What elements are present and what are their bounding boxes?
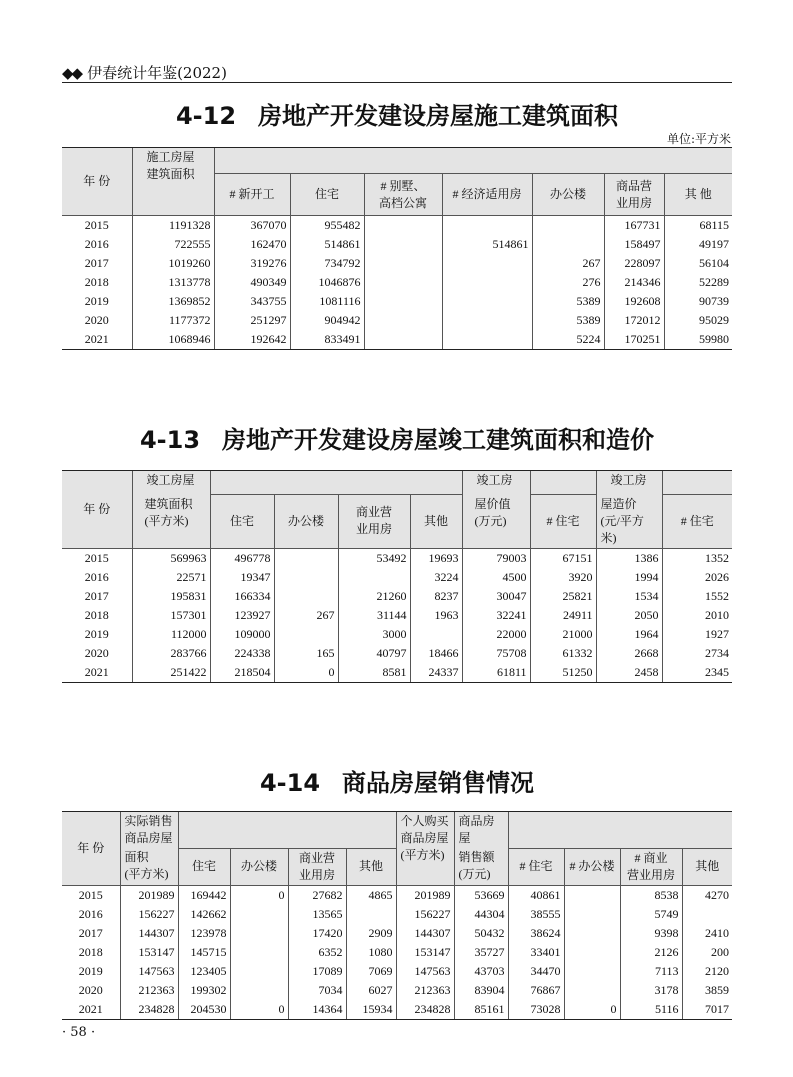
value-cell: 142662	[178, 905, 230, 924]
header-sales-group: 商品房屋	[454, 812, 508, 849]
value-cell	[564, 905, 620, 924]
header-residential: 住宅	[178, 848, 230, 885]
value-cell	[682, 905, 732, 924]
value-cell: 367070	[214, 216, 290, 236]
value-cell: 147563	[396, 962, 454, 981]
value-cell	[442, 273, 532, 292]
header-affordable: # 经济适用房	[442, 174, 532, 216]
value-cell: 157301	[132, 606, 210, 625]
value-cell: 158497	[604, 235, 664, 254]
table-row	[62, 1000, 732, 1020]
header-cost-group: 竣工房	[596, 471, 662, 495]
header-office: 办公楼	[532, 174, 604, 216]
value-cell	[364, 254, 442, 273]
value-cell: 195831	[132, 587, 210, 606]
value-cell	[230, 905, 288, 924]
value-cell: 3920	[530, 568, 596, 587]
value-cell: 52289	[664, 273, 732, 292]
value-cell: 75708	[462, 644, 530, 663]
header-residential: 住宅	[290, 174, 364, 216]
header-personal: 个人购买 商品房屋 (平方米)	[396, 812, 454, 886]
running-header	[62, 62, 227, 83]
value-cell: 2120	[682, 962, 732, 981]
value-cell: 43703	[454, 962, 508, 981]
value-cell: 2010	[662, 606, 732, 625]
table-title-text: 商品房屋销售情况	[342, 769, 535, 797]
year-cell: 2017	[84, 256, 109, 270]
value-cell: 17089	[288, 962, 346, 981]
value-cell: 514861	[290, 235, 364, 254]
page-number: · 58 ·	[62, 1025, 96, 1040]
value-cell: 61811	[462, 663, 530, 683]
value-cell	[230, 962, 288, 981]
value-cell: 1552	[662, 587, 732, 606]
value-cell	[410, 625, 462, 644]
value-cell: 109000	[210, 625, 274, 644]
value-cell: 192608	[604, 292, 664, 311]
value-cell: 3859	[682, 981, 732, 1000]
table-row	[62, 254, 732, 273]
year-cell: 2016	[84, 569, 109, 584]
value-cell: 2126	[620, 943, 682, 962]
value-cell: 1019260	[132, 254, 214, 273]
year-cell: 2021	[62, 663, 132, 683]
value-cell: 156227	[120, 905, 178, 924]
table-row	[62, 885, 732, 905]
value-cell: 234828	[120, 1000, 178, 1020]
header-other: 其他	[410, 495, 462, 549]
value-cell: 44304	[454, 905, 508, 924]
value-cell: 25821	[530, 587, 596, 606]
value-cell: 267	[532, 254, 604, 273]
table-4-14-title	[62, 763, 732, 798]
table-number: 4-12	[175, 102, 237, 130]
table-row	[62, 943, 732, 962]
year-cell: 2021	[62, 330, 132, 350]
value-cell	[274, 625, 338, 644]
year-cell: 2015	[78, 887, 103, 902]
table-row	[62, 924, 732, 943]
header-value: 屋价值 (万元)	[462, 495, 530, 549]
header-cost: 屋造价 (元/平方米)	[596, 495, 662, 549]
value-cell: 2668	[596, 644, 662, 663]
table-row	[62, 568, 732, 587]
value-cell: 123405	[178, 962, 230, 981]
table-row	[62, 292, 732, 311]
value-cell	[364, 273, 442, 292]
value-cell: 496778	[210, 548, 274, 568]
value-cell: 153147	[396, 943, 454, 962]
value-cell: 2458	[596, 663, 662, 683]
value-cell: 1068946	[132, 330, 214, 350]
table-row	[62, 905, 732, 924]
diamond-icon: ◆◆	[62, 64, 82, 82]
value-cell: 6352	[288, 943, 346, 962]
header-spacer	[662, 471, 732, 495]
value-cell	[230, 924, 288, 943]
header-sales-other: 其他	[682, 848, 732, 885]
value-cell: 201989	[120, 885, 178, 905]
value-cell	[564, 981, 620, 1000]
value-cell: 85161	[454, 1000, 508, 1020]
header-commercial: 商业营 业用房	[288, 848, 346, 885]
value-cell: 2734	[662, 644, 732, 663]
value-cell: 19347	[210, 568, 274, 587]
value-cell: 4500	[462, 568, 530, 587]
value-cell: 56104	[664, 254, 732, 273]
header-area: 建筑面积 (平方米)	[132, 495, 210, 549]
value-cell: 7069	[346, 962, 396, 981]
value-cell: 0	[230, 885, 288, 905]
value-cell: 319276	[214, 254, 290, 273]
value-cell: 61332	[530, 644, 596, 663]
value-cell: 30047	[462, 587, 530, 606]
header-rule	[62, 82, 732, 83]
value-cell: 147563	[120, 962, 178, 981]
value-cell: 1177372	[132, 311, 214, 330]
value-cell	[364, 292, 442, 311]
value-cell: 267	[274, 606, 338, 625]
year-cell: 2016	[84, 237, 109, 251]
year-cell: 2019	[84, 294, 109, 308]
year-cell: 2020	[84, 313, 109, 327]
value-cell: 2410	[682, 924, 732, 943]
value-cell: 0	[274, 663, 338, 683]
value-cell: 169442	[178, 885, 230, 905]
header-value-group: 竣工房	[462, 471, 530, 495]
year-cell: 2018	[78, 944, 103, 959]
value-cell: 22000	[462, 625, 530, 644]
header-new-start: # 新开工	[214, 174, 290, 216]
value-cell	[564, 943, 620, 962]
value-cell: 833491	[290, 330, 364, 350]
header-area: 面积 (平方米)	[120, 848, 178, 885]
value-cell	[442, 311, 532, 330]
value-cell: 24911	[530, 606, 596, 625]
value-cell	[442, 216, 532, 236]
value-cell: 4270	[682, 885, 732, 905]
value-cell: 9398	[620, 924, 682, 943]
value-cell: 33401	[508, 943, 564, 962]
value-cell: 53669	[454, 885, 508, 905]
value-cell: 51250	[530, 663, 596, 683]
header-value-residential: # 住宅	[530, 495, 596, 549]
value-cell	[532, 235, 604, 254]
value-cell: 18466	[410, 644, 462, 663]
book-title: 伊春统计年鉴(2022)	[87, 64, 227, 82]
value-cell	[364, 330, 442, 350]
value-cell	[230, 943, 288, 962]
header-commercial: 商品营 业用房	[604, 174, 664, 216]
table-title-text: 房地产开发建设房屋施工建筑面积	[258, 102, 619, 130]
value-cell	[442, 254, 532, 273]
value-cell: 569963	[132, 548, 210, 568]
table-number: 4-13	[139, 426, 201, 454]
value-cell: 162470	[214, 235, 290, 254]
value-cell: 1994	[596, 568, 662, 587]
value-cell: 1046876	[290, 273, 364, 292]
value-cell: 192642	[214, 330, 290, 350]
value-cell: 40861	[508, 885, 564, 905]
value-cell: 2050	[596, 606, 662, 625]
value-cell: 79003	[462, 548, 530, 568]
value-cell: 95029	[664, 311, 732, 330]
value-cell: 1191328	[132, 216, 214, 236]
value-cell: 224338	[210, 644, 274, 663]
table-4-14	[62, 811, 732, 1020]
value-cell	[364, 216, 442, 236]
value-cell: 722555	[132, 235, 214, 254]
value-cell: 204530	[178, 1000, 230, 1020]
value-cell: 7113	[620, 962, 682, 981]
table-row	[62, 606, 732, 625]
header-cost-residential: # 住宅	[662, 495, 732, 549]
table-4-12-title	[62, 96, 732, 131]
value-cell: 34470	[508, 962, 564, 981]
header-sales-office: # 办公楼	[564, 848, 620, 885]
header-other: 其他	[346, 848, 396, 885]
header-spacer	[178, 812, 396, 849]
value-cell: 123978	[178, 924, 230, 943]
table-row	[62, 962, 732, 981]
value-cell: 283766	[132, 644, 210, 663]
value-cell: 166334	[210, 587, 274, 606]
value-cell: 5749	[620, 905, 682, 924]
value-cell: 68115	[664, 216, 732, 236]
table-row	[62, 625, 732, 644]
value-cell: 0	[564, 1000, 620, 1020]
value-cell: 228097	[604, 254, 664, 273]
year-cell: 2019	[84, 626, 109, 641]
value-cell	[338, 568, 410, 587]
header-year: 年 份	[62, 812, 120, 886]
year-cell: 2019	[78, 963, 103, 978]
value-cell: 144307	[396, 924, 454, 943]
header-total-area: 施工房屋 建筑面积	[132, 148, 214, 216]
header-spacer	[508, 812, 732, 849]
value-cell: 2909	[346, 924, 396, 943]
table-row	[62, 663, 732, 683]
value-cell: 13565	[288, 905, 346, 924]
header-sales-residential: # 住宅	[508, 848, 564, 885]
value-cell: 123927	[210, 606, 274, 625]
value-cell: 83904	[454, 981, 508, 1000]
value-cell	[274, 548, 338, 568]
value-cell: 276	[532, 273, 604, 292]
value-cell: 3178	[620, 981, 682, 1000]
year-cell: 2020	[78, 982, 103, 997]
value-cell: 734792	[290, 254, 364, 273]
value-cell: 8237	[410, 587, 462, 606]
value-cell: 73028	[508, 1000, 564, 1020]
value-cell: 1964	[596, 625, 662, 644]
value-cell: 2345	[662, 663, 732, 683]
header-office: 办公楼	[230, 848, 288, 885]
table-title-text: 房地产开发建设房屋竣工建筑面积和造价	[222, 426, 655, 454]
value-cell: 6027	[346, 981, 396, 1000]
value-cell: 35727	[454, 943, 508, 962]
value-cell	[564, 924, 620, 943]
value-cell: 212363	[120, 981, 178, 1000]
value-cell: 31144	[338, 606, 410, 625]
value-cell: 17420	[288, 924, 346, 943]
value-cell: 156227	[396, 905, 454, 924]
value-cell: 2026	[662, 568, 732, 587]
value-cell	[230, 981, 288, 1000]
year-cell: 2018	[84, 607, 109, 622]
header-year: 年 份	[62, 148, 132, 216]
header-commercial: 商业营 业用房	[338, 495, 410, 549]
table-4-13-title	[62, 420, 732, 455]
value-cell: 21260	[338, 587, 410, 606]
value-cell: 90739	[664, 292, 732, 311]
value-cell: 904942	[290, 311, 364, 330]
table-row	[62, 311, 732, 330]
table-row	[62, 644, 732, 663]
value-cell: 5116	[620, 1000, 682, 1020]
value-cell: 1081116	[290, 292, 364, 311]
header-other: 其 他	[664, 174, 732, 216]
value-cell: 49197	[664, 235, 732, 254]
value-cell: 1369852	[132, 292, 214, 311]
table-row	[62, 548, 732, 568]
value-cell: 1080	[346, 943, 396, 962]
table-row	[62, 981, 732, 1000]
value-cell	[364, 311, 442, 330]
value-cell: 15934	[346, 1000, 396, 1020]
value-cell: 1534	[596, 587, 662, 606]
value-cell: 76867	[508, 981, 564, 1000]
header-year: 年 份	[62, 471, 132, 549]
value-cell: 112000	[132, 625, 210, 644]
value-cell: 172012	[604, 311, 664, 330]
value-cell: 251422	[132, 663, 210, 683]
value-cell: 1386	[596, 548, 662, 568]
table-row	[62, 330, 732, 350]
value-cell: 24337	[410, 663, 462, 683]
header-sales: 销售额 (万元)	[454, 848, 508, 885]
value-cell	[274, 587, 338, 606]
value-cell	[564, 885, 620, 905]
value-cell: 32241	[462, 606, 530, 625]
value-cell: 251297	[214, 311, 290, 330]
value-cell: 8581	[338, 663, 410, 683]
value-cell	[442, 292, 532, 311]
header-office: 办公楼	[274, 495, 338, 549]
value-cell: 14364	[288, 1000, 346, 1020]
year-cell: 2015	[84, 550, 109, 565]
header-spacer	[214, 148, 732, 174]
value-cell	[346, 905, 396, 924]
value-cell: 5224	[532, 330, 604, 350]
value-cell: 212363	[396, 981, 454, 1000]
value-cell: 38624	[508, 924, 564, 943]
value-cell: 1352	[662, 548, 732, 568]
header-spacer	[210, 471, 462, 495]
value-cell: 5389	[532, 292, 604, 311]
value-cell	[274, 568, 338, 587]
header-spacer	[530, 471, 596, 495]
value-cell: 40797	[338, 644, 410, 663]
value-cell: 153147	[120, 943, 178, 962]
value-cell: 955482	[290, 216, 364, 236]
header-area-group: 实际销售 商品房屋	[120, 812, 178, 849]
value-cell: 53492	[338, 548, 410, 568]
header-area-group: 竣工房屋	[132, 471, 210, 495]
header-villa: # 别墅、 高档公寓	[364, 174, 442, 216]
value-cell: 165	[274, 644, 338, 663]
value-cell: 3224	[410, 568, 462, 587]
value-cell: 170251	[604, 330, 664, 350]
value-cell: 201989	[396, 885, 454, 905]
header-sales-commercial: # 商业 营业用房	[620, 848, 682, 885]
value-cell: 1313778	[132, 273, 214, 292]
table-4-12	[62, 147, 732, 350]
value-cell: 8538	[620, 885, 682, 905]
year-cell: 2018	[84, 275, 109, 289]
value-cell: 50432	[454, 924, 508, 943]
value-cell	[564, 962, 620, 981]
value-cell: 7017	[682, 1000, 732, 1020]
value-cell: 67151	[530, 548, 596, 568]
table-number: 4-14	[259, 769, 321, 797]
value-cell: 22571	[132, 568, 210, 587]
value-cell: 27682	[288, 885, 346, 905]
value-cell: 0	[230, 1000, 288, 1020]
table-4-13	[62, 470, 732, 683]
value-cell: 490349	[214, 273, 290, 292]
value-cell: 21000	[530, 625, 596, 644]
year-cell: 2017	[78, 925, 103, 940]
value-cell: 200	[682, 943, 732, 962]
value-cell: 218504	[210, 663, 274, 683]
value-cell: 1963	[410, 606, 462, 625]
table-row	[62, 273, 732, 292]
value-cell: 59980	[664, 330, 732, 350]
value-cell: 3000	[338, 625, 410, 644]
year-cell: 2015	[84, 218, 109, 232]
value-cell: 145715	[178, 943, 230, 962]
value-cell	[532, 216, 604, 236]
value-cell: 7034	[288, 981, 346, 1000]
value-cell: 4865	[346, 885, 396, 905]
value-cell: 343755	[214, 292, 290, 311]
value-cell: 167731	[604, 216, 664, 236]
value-cell: 19693	[410, 548, 462, 568]
table-row	[62, 587, 732, 606]
year-cell: 2021	[62, 1000, 120, 1020]
value-cell: 144307	[120, 924, 178, 943]
year-cell: 2016	[78, 906, 103, 921]
unit-note: 单位:平方米	[666, 132, 731, 146]
header-residential: 住宅	[210, 495, 274, 549]
value-cell: 234828	[396, 1000, 454, 1020]
year-cell: 2020	[84, 645, 109, 660]
value-cell: 5389	[532, 311, 604, 330]
table-row	[62, 235, 732, 254]
table-row	[62, 216, 732, 236]
value-cell	[364, 235, 442, 254]
value-cell: 1927	[662, 625, 732, 644]
value-cell: 214346	[604, 273, 664, 292]
year-cell: 2017	[84, 588, 109, 603]
value-cell: 514861	[442, 235, 532, 254]
value-cell: 199302	[178, 981, 230, 1000]
value-cell	[442, 330, 532, 350]
value-cell: 38555	[508, 905, 564, 924]
